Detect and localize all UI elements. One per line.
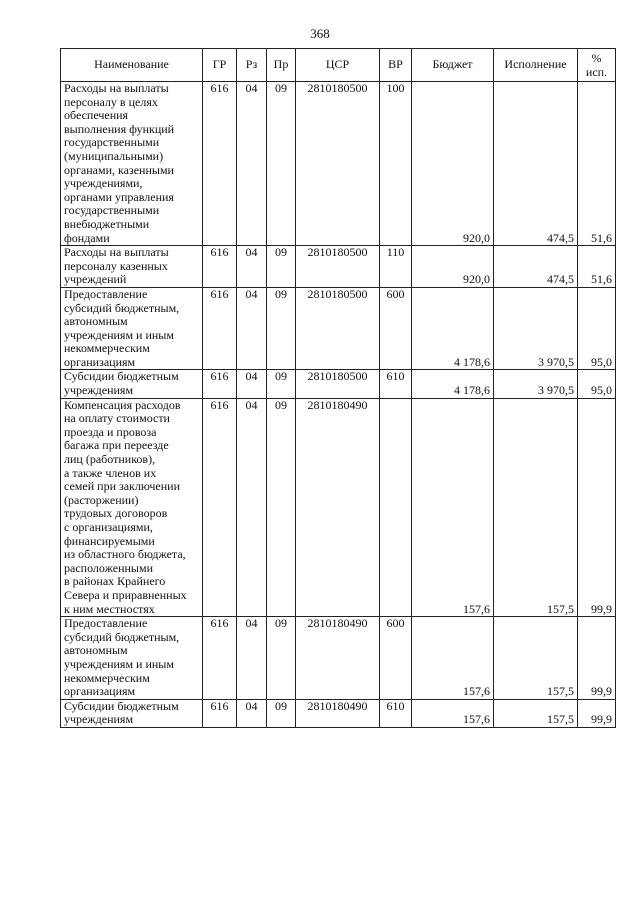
row-name-line: Субсидии бюджетным — [64, 698, 179, 713]
row-percent: 95,0 — [578, 370, 616, 398]
row-name-line: Расходы на выплаты — [64, 245, 169, 260]
row-name-line: автономным — [64, 314, 128, 329]
row-gr: 616 — [203, 246, 237, 288]
row-execution: 157,5 — [494, 398, 578, 617]
row-vr: 100 — [380, 82, 412, 246]
row-gr: 616 — [203, 398, 237, 617]
row-percent: 99,9 — [578, 617, 616, 700]
row-name-line: организациям — [64, 684, 136, 699]
row-percent: 51,6 — [578, 82, 616, 246]
row-pr: 09 — [267, 246, 296, 288]
row-budget: 4 178,6 — [412, 370, 494, 398]
row-rz: 04 — [237, 82, 267, 246]
row-name-line: персоналу в целях — [64, 94, 158, 109]
row-name-line: семей при заключении — [64, 479, 181, 494]
table-row — [61, 287, 616, 370]
row-name-line: фондами — [64, 230, 110, 245]
row-name-line: Субсидии бюджетным — [64, 369, 179, 384]
row-name — [61, 699, 203, 727]
row-name-line: трудовых договоров — [64, 506, 168, 521]
row-rz: 04 — [237, 398, 267, 617]
row-pr: 09 — [267, 699, 296, 727]
row-csr: 2810180500 — [296, 82, 380, 246]
row-name-line: субсидий бюджетным, — [64, 300, 180, 315]
row-pr: 09 — [267, 617, 296, 700]
row-name-line: автономным — [64, 643, 128, 658]
row-pr: 09 — [267, 398, 296, 617]
row-name-line: учреждениям и иным — [64, 656, 174, 671]
row-budget: 920,0 — [412, 246, 494, 288]
row-name — [61, 370, 203, 398]
header-csr: ЦСР — [296, 49, 380, 82]
row-name — [61, 82, 203, 246]
table-row — [61, 617, 616, 700]
row-name-line: некоммерческим — [64, 341, 150, 356]
header-percent-sign: % — [591, 51, 602, 65]
row-name-line: органами, казенными — [64, 162, 174, 177]
row-budget: 157,6 — [412, 617, 494, 700]
row-name-line: некоммерческим — [64, 670, 150, 685]
row-execution: 3 970,5 — [494, 370, 578, 398]
header-vr: ВР — [380, 49, 412, 82]
page-number: 368 — [310, 26, 330, 41]
header-percent — [578, 49, 616, 82]
row-gr: 616 — [203, 82, 237, 246]
row-name-line: Севера и приравненных — [64, 587, 187, 602]
row-name — [61, 398, 203, 617]
row-percent: 95,0 — [578, 287, 616, 370]
row-csr: 2810180500 — [296, 370, 380, 398]
table-row — [61, 398, 616, 617]
row-budget: 157,6 — [412, 398, 494, 617]
row-name — [61, 246, 203, 288]
row-name-line: из областного бюджета, — [64, 547, 186, 562]
row-name-line: с организациями, — [64, 520, 153, 534]
row-rz: 04 — [237, 370, 267, 398]
row-execution: 157,5 — [494, 699, 578, 727]
row-name-line: в районах Крайнего — [64, 574, 166, 589]
row-name-line: Расходы на выплаты — [64, 81, 169, 95]
row-pr: 09 — [267, 82, 296, 246]
header-execution: Исполнение — [494, 49, 578, 82]
row-rz: 04 — [237, 699, 267, 727]
row-name-line: Предоставление — [64, 286, 148, 301]
row-percent: 99,9 — [578, 398, 616, 617]
row-name-line: на оплату стоимости — [64, 411, 170, 426]
row-vr: 110 — [380, 246, 412, 288]
row-name-line: учреждений — [64, 272, 127, 287]
row-name-line: органами управления — [64, 189, 174, 204]
row-name-line: Предоставление — [64, 616, 148, 631]
row-name-line: учреждениям и иным — [64, 327, 174, 342]
header-gr: ГР — [203, 49, 237, 82]
row-csr: 2810180490 — [296, 699, 380, 727]
row-name-line: организациям — [64, 354, 136, 369]
header-row — [61, 49, 616, 82]
row-name-line: лиц (работников), — [64, 452, 156, 467]
row-name-line: расположенными — [64, 560, 153, 575]
row-csr: 2810180490 — [296, 617, 380, 700]
table-row — [61, 699, 616, 727]
header-pr: Пр — [267, 49, 296, 82]
row-execution: 157,5 — [494, 617, 578, 700]
table-body — [61, 82, 616, 728]
row-csr: 2810180500 — [296, 287, 380, 370]
row-name-line: учреждениями, — [64, 176, 143, 191]
row-execution: 3 970,5 — [494, 287, 578, 370]
row-execution: 474,5 — [494, 82, 578, 246]
row-pr: 09 — [267, 287, 296, 370]
row-name-line: а также членов их — [64, 465, 157, 480]
header-budget: Бюджет — [412, 49, 494, 82]
row-percent: 51,6 — [578, 246, 616, 288]
row-name-line: учреждениям — [64, 383, 134, 398]
row-gr: 616 — [203, 287, 237, 370]
header-rz: Рз — [237, 49, 267, 82]
budget-table — [60, 48, 616, 728]
header-name: Наименование — [61, 49, 203, 82]
row-gr: 616 — [203, 370, 237, 398]
header-percent-label: исп. — [585, 65, 608, 79]
row-name-line: (муниципальными) — [64, 148, 164, 163]
row-name-line: к ним местностях — [64, 601, 155, 616]
row-name — [61, 617, 203, 700]
row-name-line: учреждениям — [64, 712, 134, 727]
row-name-line: обеспечения — [64, 108, 129, 123]
row-rz: 04 — [237, 287, 267, 370]
row-vr: 600 — [380, 287, 412, 370]
row-vr: 610 — [380, 699, 412, 727]
table-row — [61, 246, 616, 288]
row-name-line: государственными — [64, 203, 160, 218]
row-name-line: персоналу казенных — [64, 258, 168, 273]
row-vr — [380, 398, 412, 617]
row-name-line: внебюджетными — [64, 216, 150, 231]
row-name-line: багажа при переезде — [64, 438, 169, 453]
row-budget: 4 178,6 — [412, 287, 494, 370]
row-gr: 616 — [203, 699, 237, 727]
row-vr: 600 — [380, 617, 412, 700]
row-name-line: Компенсация расходов — [64, 397, 181, 412]
row-percent: 99,9 — [578, 699, 616, 727]
row-csr: 2810180490 — [296, 398, 380, 617]
row-execution: 474,5 — [494, 246, 578, 288]
table-row — [61, 82, 616, 246]
row-gr: 616 — [203, 617, 237, 700]
row-budget: 920,0 — [412, 82, 494, 246]
row-name-line: (расторжении) — [64, 492, 139, 507]
row-name-line: финансируемыми — [64, 533, 155, 548]
row-rz: 04 — [237, 246, 267, 288]
table-row — [61, 370, 616, 398]
row-name-line: проезда и провоза — [64, 424, 157, 439]
row-name — [61, 287, 203, 370]
row-rz: 04 — [237, 617, 267, 700]
row-name-line: государственными — [64, 135, 160, 150]
row-vr: 610 — [380, 370, 412, 398]
row-name-line: субсидий бюджетным, — [64, 629, 180, 644]
row-name-line: выполнения функций — [64, 121, 175, 136]
row-pr: 09 — [267, 370, 296, 398]
row-budget: 157,6 — [412, 699, 494, 727]
row-csr: 2810180500 — [296, 246, 380, 288]
